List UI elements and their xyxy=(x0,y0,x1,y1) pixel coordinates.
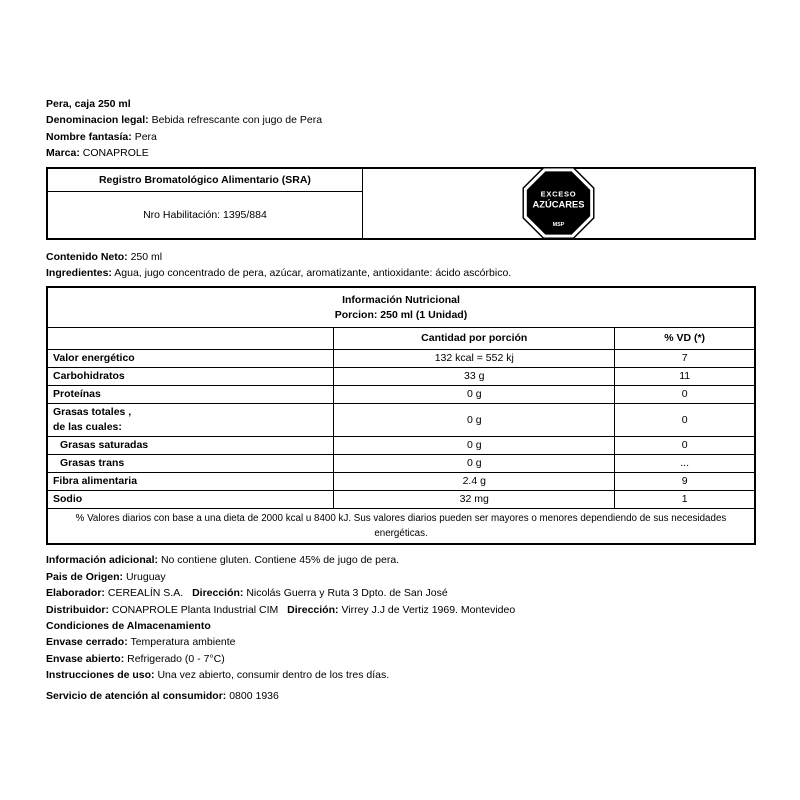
table-row-protein xyxy=(47,386,755,404)
additional-info-label: Información adicional: xyxy=(46,554,159,567)
nutrient-name-line1: Grasas totales , xyxy=(53,406,132,419)
nutrient-name: Valor energético xyxy=(47,350,334,368)
usage-instructions-value: Una vez abierto, consumir dentro de los tres días. xyxy=(157,669,390,682)
product-header xyxy=(46,96,756,162)
nutrient-vd: 0 xyxy=(615,386,755,404)
registry-box-right xyxy=(363,169,754,238)
nutrient-name: Proteínas xyxy=(47,386,334,404)
consumer-service-label: Servicio de atención al consumidor: xyxy=(46,689,227,702)
net-content-line xyxy=(46,249,756,265)
product-title: Pera, caja 250 ml xyxy=(46,98,131,110)
excess-sugar-seal-icon xyxy=(520,167,597,239)
closed-package-value: Temperatura ambiente xyxy=(130,636,236,649)
nutrient-vd: 9 xyxy=(615,473,755,491)
table-row-trans-fat xyxy=(47,455,755,473)
table-row-total-fat xyxy=(47,404,755,437)
column-header-empty xyxy=(47,328,334,350)
nutrient-qty: 0 g xyxy=(334,404,615,437)
ingredients-line xyxy=(46,265,756,281)
additional-info-value: No contiene gluten. Contiene 45% de jugo de pera. xyxy=(160,554,400,567)
column-header-vd: % VD (*) xyxy=(615,328,755,350)
manufacturer-address-value: Nicolás Guerra y Ruta 3 Dpto. de San José xyxy=(246,587,448,600)
net-content-label: Contenido Neto: xyxy=(46,250,128,263)
nutrition-footnote-row xyxy=(47,509,755,545)
closed-package-line xyxy=(46,634,756,650)
nutrient-qty: 0 g xyxy=(334,386,615,404)
registry-box xyxy=(46,167,756,240)
distributor-address-label: Dirección: xyxy=(287,603,339,616)
origin-country-value: Uruguay xyxy=(125,570,166,583)
distributor-label: Distribuidor: xyxy=(46,603,109,616)
fantasy-name-line xyxy=(46,129,756,145)
nutrient-name: Sodio xyxy=(47,491,334,509)
closed-package-label: Envase cerrado: xyxy=(46,636,128,649)
origin-country-line xyxy=(46,569,756,585)
manufacturer-label: Elaborador: xyxy=(46,587,105,600)
consumer-service-value: 0800 1936 xyxy=(229,689,279,702)
nutrient-vd: 0 xyxy=(615,437,755,455)
storage-conditions-label: Condiciones de Almacenamiento xyxy=(46,620,211,633)
nutrient-vd: 11 xyxy=(615,368,755,386)
origin-country-label: Pais de Origen: xyxy=(46,570,124,583)
nutrient-name-line2: de las cuales: xyxy=(53,421,122,434)
nutrition-portion: Porcion: 250 ml (1 Unidad) xyxy=(334,309,468,322)
table-row-carbs xyxy=(47,368,755,386)
nutrition-title: Información Nutricional xyxy=(342,294,460,307)
storage-conditions-line xyxy=(46,618,756,634)
manufacturer-value: CEREALÍN S.A. xyxy=(107,587,184,600)
ingredients-label: Ingredientes: xyxy=(46,267,112,280)
nutrient-vd: 0 xyxy=(615,404,755,437)
nutrient-vd: 7 xyxy=(615,350,755,368)
registry-box-left xyxy=(48,169,363,238)
nutrient-qty: 2.4 g xyxy=(334,473,615,491)
nutrient-name xyxy=(47,404,334,437)
open-package-line xyxy=(46,651,756,667)
nutrient-qty: 132 kcal = 552 kj xyxy=(334,350,615,368)
open-package-value: Refrigerado (0 - 7°C) xyxy=(127,652,225,665)
distributor-address-value: Virrey J.J de Vertiz 1969. Montevideo xyxy=(341,603,516,616)
habilitation-number: Nro Habilitación: 1395/884 xyxy=(143,208,267,221)
nutrient-name: Fibra alimentaria xyxy=(47,473,334,491)
product-spec-page xyxy=(46,96,756,704)
nutrient-qty: 32 mg xyxy=(334,491,615,509)
brand-line xyxy=(46,145,756,161)
brand-value: CONAPROLE xyxy=(82,147,149,160)
seal-line1: EXCESO xyxy=(540,189,577,199)
additional-info-line xyxy=(46,552,756,568)
manufacturer-address-label: Dirección: xyxy=(192,587,244,600)
usage-instructions-line xyxy=(46,667,756,683)
table-row-energy xyxy=(47,350,755,368)
ingredients-value: Agua, jugo concentrado de pera, azúcar, aromatizante, antioxidante: ácido ascórbico. xyxy=(114,267,512,280)
nutrient-vd: ... xyxy=(615,455,755,473)
consumer-service-line xyxy=(46,688,756,704)
nutrient-name: Grasas saturadas xyxy=(47,437,334,455)
registry-title: Registro Bromatológico Alimentario (SRA) xyxy=(48,169,362,192)
nutrient-qty: 33 g xyxy=(334,368,615,386)
fantasy-name-label: Nombre fantasía: xyxy=(46,130,132,143)
nutrition-title-row xyxy=(47,287,755,328)
daily-values-footnote: % Valores diarios con base a una dieta de 2000 kcal u 8400 kJ. Sus valores diarios pueden ser mayores o menores dependiendo de sus necesidades energéticas. xyxy=(47,509,755,545)
column-header-quantity: Cantidad por porción xyxy=(334,328,615,350)
nutrient-name: Carbohidratos xyxy=(47,368,334,386)
brand-label: Marca: xyxy=(46,147,80,160)
table-row-fiber xyxy=(47,473,755,491)
legal-denomination-line xyxy=(46,112,756,128)
nutrient-name: Grasas trans xyxy=(47,455,334,473)
net-content-value: 250 ml xyxy=(130,250,163,263)
distributor-line xyxy=(46,602,756,618)
legal-denomination-label: Denominacion legal: xyxy=(46,114,149,127)
seal-line3: MSP xyxy=(552,222,565,229)
nutrient-vd: 1 xyxy=(615,491,755,509)
nutrition-table xyxy=(46,286,756,545)
table-row-saturated-fat xyxy=(47,437,755,455)
additional-info-block xyxy=(46,552,756,704)
legal-denomination-value: Bebida refrescante con jugo de Pera xyxy=(151,114,323,127)
distributor-value: CONAPROLE Planta Industrial CIM xyxy=(111,603,279,616)
fantasy-name-value: Pera xyxy=(134,130,157,143)
nutrient-qty: 0 g xyxy=(334,437,615,455)
manufacturer-line xyxy=(46,585,756,601)
table-row-sodium xyxy=(47,491,755,509)
usage-instructions-label: Instrucciones de uso: xyxy=(46,669,155,682)
open-package-label: Envase abierto: xyxy=(46,652,125,665)
nutrition-header-row xyxy=(47,328,755,350)
nutrient-qty: 0 g xyxy=(334,455,615,473)
seal-line2: AZÚCARES xyxy=(532,199,585,210)
